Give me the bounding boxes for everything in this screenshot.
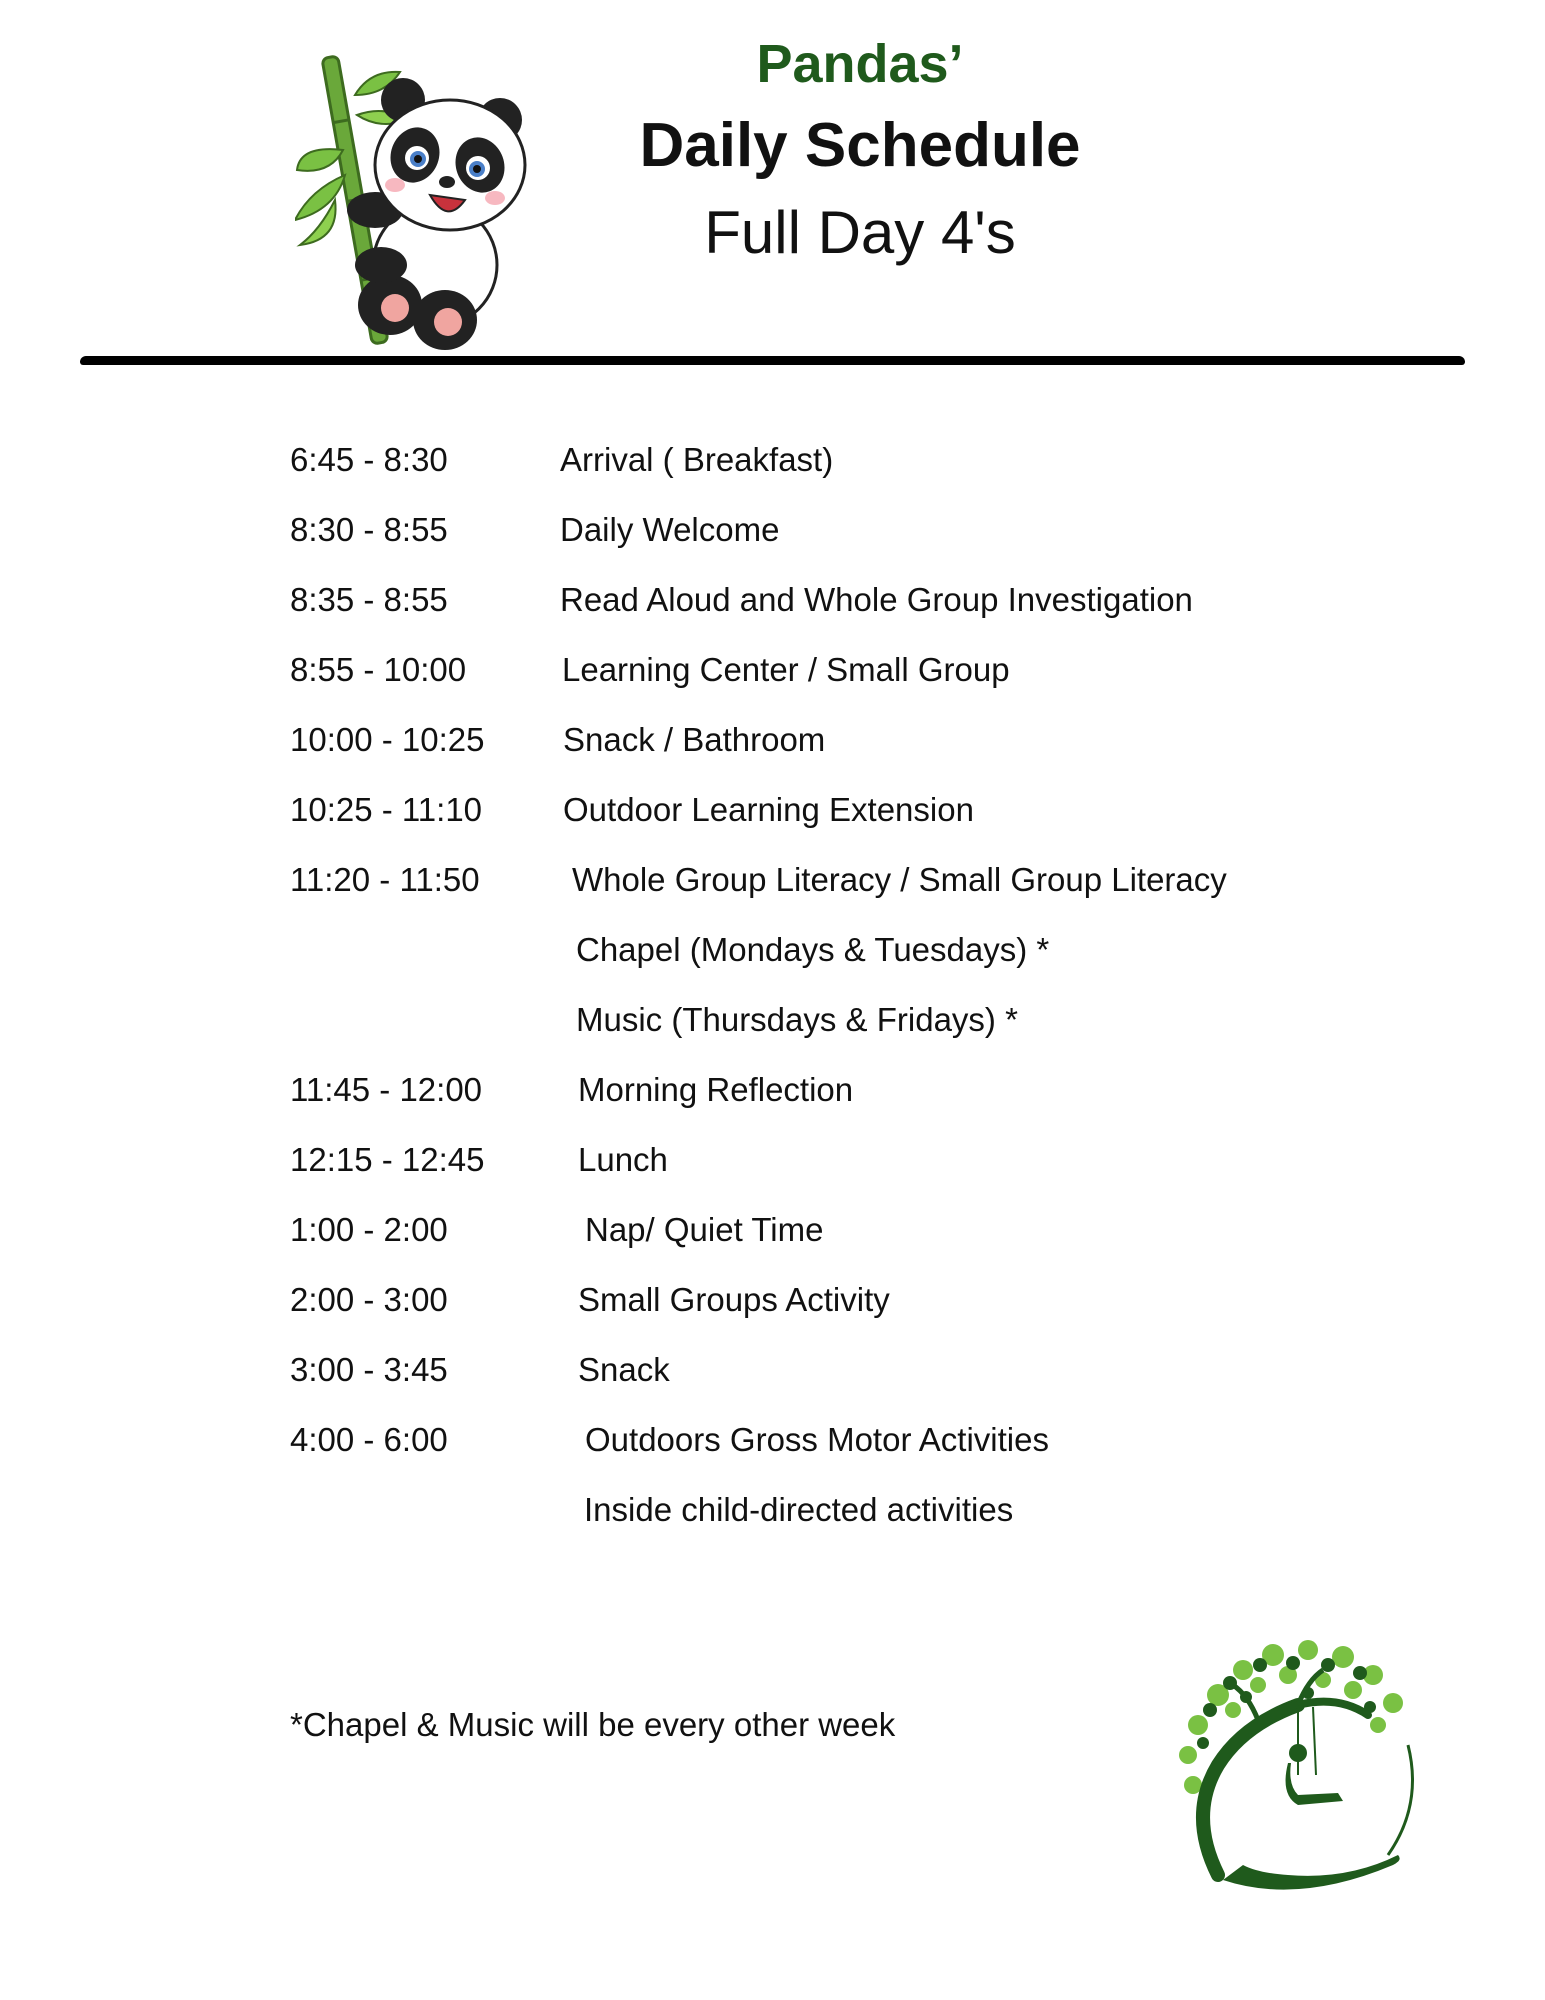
schedule-row xyxy=(290,1420,1390,1490)
schedule-activity: Outdoor Learning Extension xyxy=(563,791,974,828)
schedule-activity: Learning Center / Small Group xyxy=(562,651,1010,688)
schedule-time: 6:45 - 8:30 xyxy=(290,441,448,478)
schedule-row xyxy=(290,1000,1390,1070)
schedule-row xyxy=(290,790,1390,860)
schedule-row xyxy=(290,930,1390,1000)
schedule-activity: Read Aloud and Whole Group Investigation xyxy=(560,581,1193,618)
schedule-activity: Nap/ Quiet Time xyxy=(585,1211,824,1248)
schedule-activity: Snack / Bathroom xyxy=(563,721,826,758)
schedule-activity: Daily Welcome xyxy=(560,511,780,548)
schedule-time: 8:55 - 10:00 xyxy=(290,651,467,688)
schedule-time: 10:25 - 11:10 xyxy=(290,791,483,828)
schedule-time: 3:00 - 3:45 xyxy=(290,1351,448,1388)
schedule-row xyxy=(290,860,1390,930)
schedule-time: 8:30 - 8:55 xyxy=(290,511,448,548)
schedule-time: 4:00 - 6:00 xyxy=(290,1421,448,1458)
schedule-footnote: *Chapel & Music will be every other week xyxy=(290,1706,896,1743)
schedule-activity: Small Groups Activity xyxy=(578,1281,890,1318)
schedule-row xyxy=(290,1140,1390,1210)
schedule-row xyxy=(290,1070,1390,1140)
schedule-activity: Music (Thursdays & Fridays) * xyxy=(576,1001,1018,1038)
schedule-activity: Snack xyxy=(578,1351,670,1388)
header-divider xyxy=(80,356,1465,365)
schedule-time: 1:00 - 2:00 xyxy=(290,1211,448,1248)
schedule-row xyxy=(290,720,1390,790)
schedule-list xyxy=(290,440,1390,1560)
schedule-time: 11:20 - 11:50 xyxy=(290,861,480,898)
schedule-row xyxy=(290,510,1390,580)
panda-mascot-icon xyxy=(295,50,555,350)
schedule-activity: Arrival ( Breakfast) xyxy=(560,441,834,478)
page-title: Daily Schedule xyxy=(639,111,1081,180)
schedule-activity: Morning Reflection xyxy=(578,1071,854,1108)
schedule-row xyxy=(290,650,1390,720)
schedule-row xyxy=(290,1490,1390,1560)
schedule-time: 10:00 - 10:25 xyxy=(290,721,485,758)
schedule-time: 8:35 - 8:55 xyxy=(290,581,448,618)
schedule-activity: Outdoors Gross Motor Activities xyxy=(585,1421,1049,1458)
schedule-row xyxy=(290,440,1390,510)
schedule-row xyxy=(290,1210,1390,1280)
schedule-time: 2:00 - 3:00 xyxy=(290,1281,448,1318)
class-name-title: Pandas’ xyxy=(756,34,964,94)
schedule-time: 11:45 - 12:00 xyxy=(290,1071,483,1108)
schedule-row xyxy=(290,1350,1390,1420)
header-titles xyxy=(560,25,1160,266)
woods-logo-icon xyxy=(1148,1625,1448,1925)
schedule-row xyxy=(290,1280,1390,1350)
schedule-activity: Chapel (Mondays & Tuesdays) * xyxy=(576,931,1050,968)
schedule-row xyxy=(290,580,1390,650)
schedule-activity: Lunch xyxy=(578,1141,668,1178)
schedule-time: 12:15 - 12:45 xyxy=(290,1141,485,1178)
schedule-activity: Inside child-directed activities xyxy=(584,1491,1014,1528)
schedule-activity: Whole Group Literacy / Small Group Literacy xyxy=(572,861,1227,898)
program-subtitle: Full Day 4's xyxy=(704,199,1016,266)
